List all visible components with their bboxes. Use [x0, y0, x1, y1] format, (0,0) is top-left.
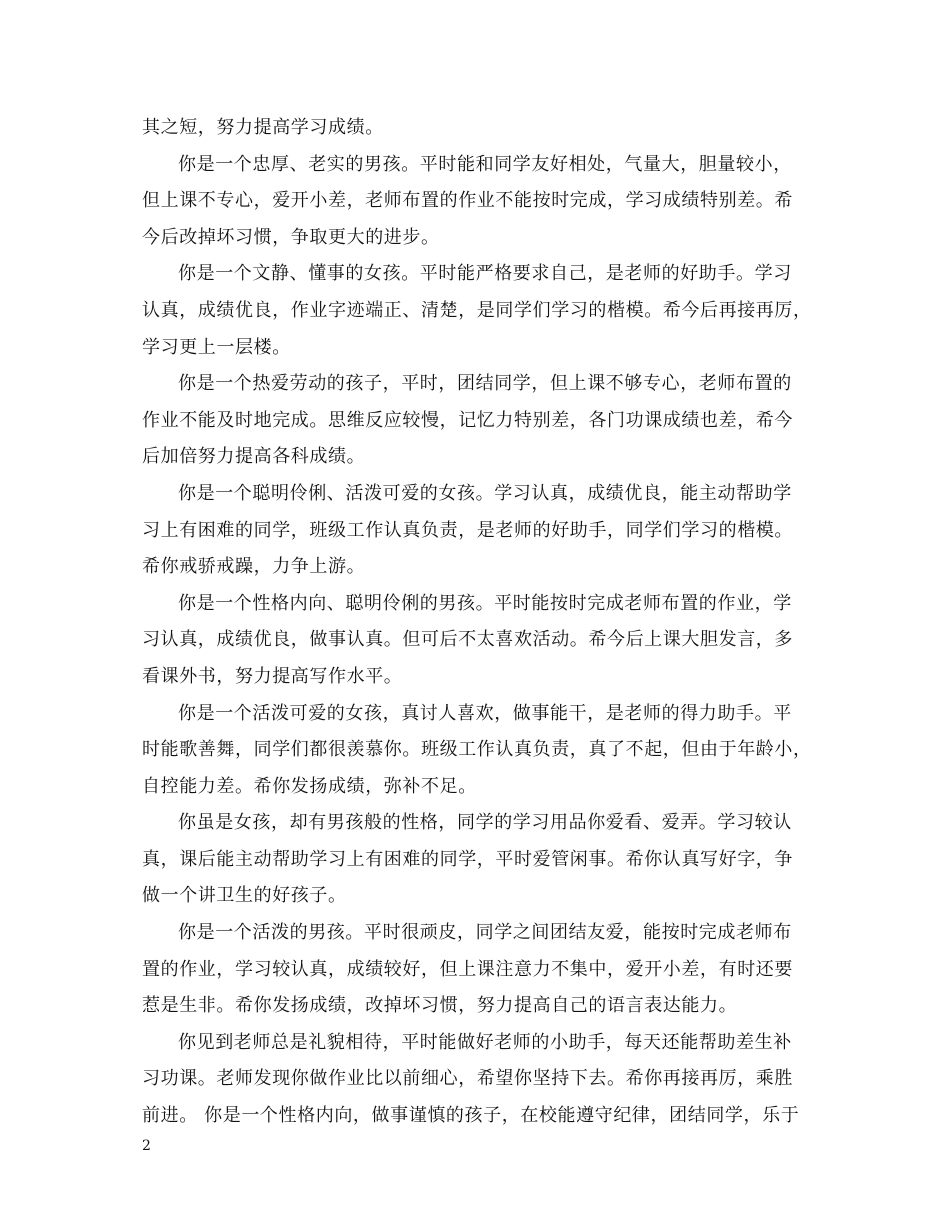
text-line: 学习更上一层楼。 — [142, 336, 291, 358]
text-line: 你是一个忠厚、老实的男孩。平时能和同学友好相处，气量大，胆量较小， — [178, 153, 792, 175]
text-line: 你见到老师总是礼貌相待，平时能做好老师的小助手，每天还能帮助差生补 — [178, 1031, 792, 1053]
text-line: 你是一个聪明伶俐、活泼可爱的女孩。学习认真，成绩优良，能主动帮助学 — [178, 482, 792, 504]
text-line: 希你戒骄戒躁，力争上游。 — [142, 556, 366, 578]
text-line: 习认真，成绩优良，做事认真。但可后不太喜欢活动。希今后上课大胆发言，多 — [142, 629, 793, 651]
text-line: 但上课不专心，爱开小差，老师布置的作业不能按时完成，学习成绩特别差。希 — [142, 190, 793, 212]
text-line: 你是一个文静、懂事的女孩。平时能严格要求自己，是老师的好助手。学习 — [178, 263, 792, 285]
text-line: 真，课后能主动帮助学习上有困难的同学，平时爱管闲事。希你认真写好字，争 — [142, 848, 793, 870]
text-line: 你虽是女孩，却有男孩般的性格，同学的学习用品你爱看、爱弄。学习较认 — [178, 812, 792, 834]
text-line: 作业不能及时地完成。思维反应较慢，记忆力特别差，各门功课成绩也差，希今 — [142, 409, 793, 431]
text-line: 认真，成绩优良，作业字迹端正、清楚，是同学们学习的楷模。希今后再接再厉， — [142, 299, 812, 321]
text-line: 时能歌善舞，同学们都很羡慕你。班级工作认真负责，真了不起，但由于年龄小， — [142, 739, 812, 761]
text-line: 后加倍努力提高各科成绩。 — [142, 446, 366, 468]
text-line: 做一个讲卫生的好孩子。 — [142, 885, 347, 907]
text-line: 你是一个热爱劳动的孩子，平时，团结同学，但上课不够专心，老师布置的 — [178, 373, 792, 395]
text-line: 习功课。老师发现你做作业比以前细心，希望你坚持下去。希你再接再厉，乘胜 — [142, 1068, 793, 1090]
body-text — [142, 110, 818, 1135]
text-line: 你是一个活泼的男孩。平时很顽皮，同学之间团结友爱，能按时完成老师布 — [178, 922, 792, 944]
text-line: 今后改掉坏习惯，争取更大的进步。 — [142, 226, 440, 248]
text-line: 惹是生非。希你发扬成绩，改掉坏习惯，努力提高自己的语言表达能力。 — [142, 995, 738, 1017]
text-line: 你是一个活泼可爱的女孩，真讨人喜欢，做事能干，是老师的得力助手。平 — [178, 702, 792, 724]
text-line: 习上有困难的同学，班级工作认真负责，是老师的好助手，同学们学习的楷模。 — [142, 519, 793, 541]
text-line: 自控能力差。希你发扬成绩，弥补不足。 — [142, 775, 477, 797]
text-line: 看课外书，努力提高写作水平。 — [142, 665, 403, 687]
text-line: 前进。 你是一个性格内向，做事谨慎的孩子，在校能遵守纪律，团结同学，乐于 — [142, 1105, 800, 1127]
text-line: 其之短，努力提高学习成绩。 — [142, 117, 384, 138]
page-number: 2 — [142, 1138, 151, 1154]
text-line: 置的作业，学习较认真，成绩较好，但上课注意力不集中，爱开小差，有时还要 — [142, 958, 793, 980]
text-line: 你是一个性格内向、聪明伶俐的男孩。平时能按时完成老师布置的作业，学 — [178, 592, 792, 614]
